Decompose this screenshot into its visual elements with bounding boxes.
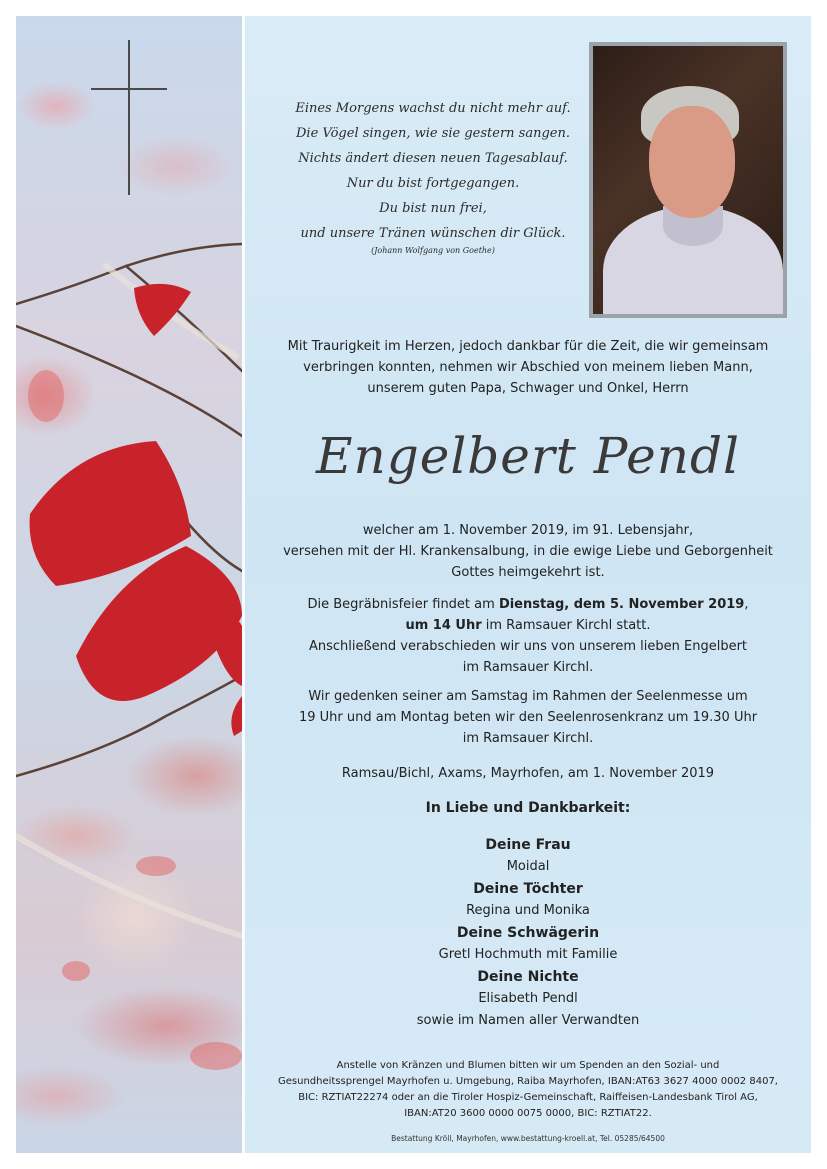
relatives-line: sowie im Namen aller Verwandten (416, 1013, 640, 1028)
poem-line: Die Vögel singen, wie sie gestern sangen. (296, 126, 570, 141)
funeral-line: um 14 Uhr im Ramsauer Kirchl statt. (405, 618, 651, 633)
family-role: Deine Frau (485, 837, 571, 853)
funeral-line: Die Begräbnisfeier findet am Dienstag, dem 5. November 2019, (307, 597, 749, 612)
poem-line: und unsere Tränen wünschen dir Glück. (300, 226, 566, 241)
mass-line: 19 Uhr und am Montag beten wir den Seelenrosenkranz um 19.30 Uhr (298, 710, 758, 725)
funeral-info (268, 594, 788, 678)
death-line: versehen mit der Hl. Krankensalbung, in die ewige Liebe und Geborgenheit (283, 544, 773, 559)
death-line: Gottes heimgekehrt ist. (451, 565, 605, 580)
intro-line: unserem guten Papa, Schwager und Onkel, Herrn (367, 381, 689, 396)
funeral-line: Anschließend verabschieden wir uns von unserem lieben Engelbert (308, 639, 748, 654)
panel-divider (242, 16, 245, 1153)
deceased-name: Engelbert Pendl (316, 427, 740, 485)
donation-line: Gesundheitssprengel Mayrhofen u. Umgebung, Raiba Mayrhofen, IBAN:AT63 3627 4000 0002 8407, (278, 1076, 778, 1087)
undertaker-footer: Bestattung Kröll, Mayrhofen, www.bestattung-kroell.at, Tel. 05285/64500 (391, 1134, 665, 1143)
poem-line: Nichts ändert diesen neuen Tagesablauf. (298, 151, 568, 166)
portrait-photo (589, 42, 787, 318)
mass-line: Wir gedenken seiner am Samstag im Rahmen der Seelenmesse um (308, 689, 748, 704)
mass-info (268, 686, 788, 749)
donation-line: Anstelle von Kränzen und Blumen bitten wir um Spenden an den Sozial- und (336, 1060, 720, 1071)
family-member: Gretl Hochmuth mit Familie (438, 947, 618, 962)
poem-line: Du bist nun frei, (379, 201, 487, 216)
family-member: Elisabeth Pendl (478, 991, 578, 1006)
death-line: welcher am 1. November 2019, im 91. Lebensjahr, (362, 523, 694, 538)
family-member: Moidal (506, 859, 550, 874)
poem-line: Eines Morgens wachst du nicht mehr auf. (295, 101, 571, 116)
family-role: Deine Nichte (477, 969, 579, 985)
family-list (268, 834, 788, 1010)
place-date: Ramsau/Bichl, Axams, Mayrhofen, am 1. November 2019 (341, 766, 715, 781)
funeral-line: im Ramsauer Kirchl. (462, 660, 594, 675)
cross-icon (91, 40, 167, 195)
family-member: Regina und Monika (466, 903, 590, 918)
intro-text (268, 336, 788, 399)
obituary-card (16, 16, 811, 1153)
donation-info (268, 1058, 788, 1122)
mass-line: im Ramsauer Kirchl. (462, 731, 594, 746)
poem-line: Nur du bist fortgegangen. (346, 176, 520, 191)
death-notice (268, 520, 788, 583)
donation-line: BIC: RZTIAT22274 oder an die Tiroler Hospiz-Gemeinschaft, Raiffeisen-Landesbank Tirol AG, (298, 1092, 758, 1103)
thanks-heading: In Liebe und Dankbarkeit: (425, 800, 631, 816)
poem (268, 96, 598, 258)
family-role: Deine Töchter (473, 881, 583, 897)
donation-line: IBAN:AT20 3600 0000 0075 0000, BIC: RZTIAT22. (404, 1108, 652, 1119)
intro-line: Mit Traurigkeit im Herzen, jedoch dankbar für die Zeit, die wir gemeinsam (287, 339, 769, 354)
family-role: Deine Schwägerin (456, 925, 600, 941)
intro-line: verbringen konnten, nehmen wir Abschied von meinem lieben Mann, (303, 360, 753, 375)
poem-attribution: (Johann Wolfgang von Goethe) (371, 246, 495, 255)
